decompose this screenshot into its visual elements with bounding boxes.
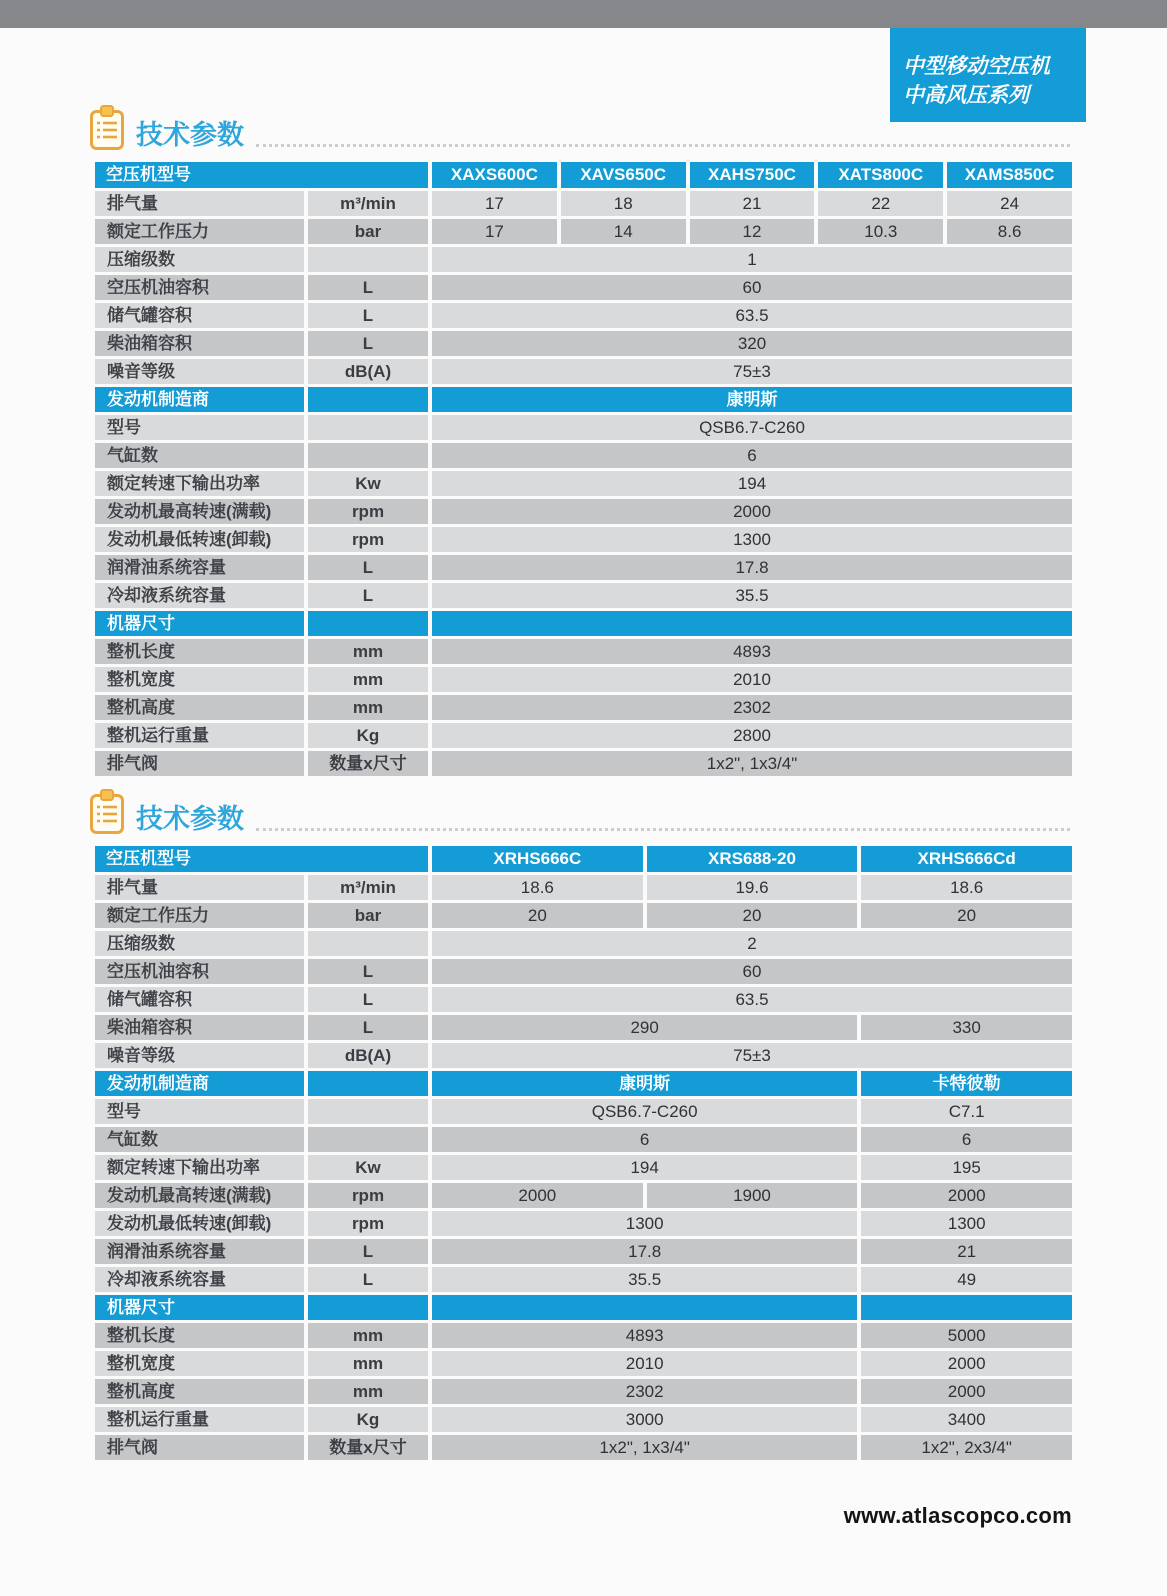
row-label: 排气阀 xyxy=(95,1435,304,1460)
spec-row xyxy=(95,751,1072,776)
row-unit: Kg xyxy=(308,723,428,748)
row-unit: bar xyxy=(308,903,428,928)
row-unit: L xyxy=(308,1267,428,1292)
section-title: 技术参数 xyxy=(136,804,244,834)
badge-line-2: 中高风压系列 xyxy=(903,84,1029,107)
spec-row xyxy=(95,695,1072,720)
row-value: 康明斯 xyxy=(432,387,1072,412)
row-label: 机器尺寸 xyxy=(95,1295,304,1320)
row-label: 空压机油容积 xyxy=(95,275,304,300)
row-value: 2302 xyxy=(432,1379,857,1404)
row-value: 20 xyxy=(861,903,1072,928)
row-label: 噪音等级 xyxy=(95,1043,304,1068)
row-value: 2 xyxy=(432,931,1072,956)
spec-section-2 xyxy=(88,786,1072,1463)
spec-row xyxy=(95,247,1072,272)
spec-row xyxy=(95,667,1072,692)
section-header-row xyxy=(95,1295,1072,1320)
spec-row xyxy=(95,959,1072,984)
spec-row xyxy=(95,1407,1072,1432)
row-unit: L xyxy=(308,331,428,356)
row-unit: rpm xyxy=(308,527,428,552)
row-value: 194 xyxy=(432,471,1072,496)
row-unit xyxy=(308,1295,428,1320)
row-label: 发动机制造商 xyxy=(95,387,304,412)
spec-row xyxy=(95,1183,1072,1208)
row-unit xyxy=(308,443,428,468)
row-unit: L xyxy=(308,1239,428,1264)
row-label: 额定工作压力 xyxy=(95,903,304,928)
row-label: 排气量 xyxy=(95,191,304,216)
row-label: 型号 xyxy=(95,1099,304,1124)
row-unit: mm xyxy=(308,1323,428,1348)
model-header-cell: XAXS600C xyxy=(432,162,557,188)
row-value: 195 xyxy=(861,1155,1072,1180)
row-value: 卡特彼勒 xyxy=(861,1071,1072,1096)
row-label: 压缩级数 xyxy=(95,247,304,272)
spec-row xyxy=(95,275,1072,300)
row-value: 20 xyxy=(647,903,858,928)
spec-row xyxy=(95,303,1072,328)
row-label: 额定转速下输出功率 xyxy=(95,471,304,496)
row-value: 14 xyxy=(561,219,686,244)
spec-row xyxy=(95,1435,1072,1460)
row-value: 24 xyxy=(947,191,1072,216)
dotted-divider xyxy=(256,144,1070,147)
row-value: 17.8 xyxy=(432,1239,857,1264)
row-unit: L xyxy=(308,275,428,300)
row-unit: bar xyxy=(308,219,428,244)
section-title-row xyxy=(88,786,1072,836)
row-label: 气缸数 xyxy=(95,1127,304,1152)
row-label: 气缸数 xyxy=(95,443,304,468)
section-header-row xyxy=(95,611,1072,636)
row-value: 20 xyxy=(432,903,643,928)
row-value: 18.6 xyxy=(432,875,643,900)
row-unit: 数量x尺寸 xyxy=(308,1435,428,1460)
row-value: 2000 xyxy=(432,1183,643,1208)
row-value: 330 xyxy=(861,1015,1072,1040)
row-unit: Kg xyxy=(308,1407,428,1432)
row-unit: m³/min xyxy=(308,191,428,216)
spec-row xyxy=(95,555,1072,580)
spec-row xyxy=(95,1267,1072,1292)
row-value: 21 xyxy=(690,191,815,216)
row-value: 194 xyxy=(432,1155,857,1180)
row-value: 35.5 xyxy=(432,583,1072,608)
row-value: QSB6.7-C260 xyxy=(432,1099,857,1124)
row-unit: mm xyxy=(308,639,428,664)
spec-row xyxy=(95,1211,1072,1236)
row-unit: L xyxy=(308,1015,428,1040)
spec-row xyxy=(95,931,1072,956)
spec-row xyxy=(95,723,1072,748)
badge-line-1: 中型移动空压机 xyxy=(903,55,1050,78)
row-value: 1x2", 2x3/4" xyxy=(861,1435,1072,1460)
row-unit: rpm xyxy=(308,1211,428,1236)
section-title: 技术参数 xyxy=(136,120,244,150)
row-unit: dB(A) xyxy=(308,359,428,384)
spec-row xyxy=(95,527,1072,552)
row-value: C7.1 xyxy=(861,1099,1072,1124)
row-label: 整机长度 xyxy=(95,639,304,664)
spec-row xyxy=(95,219,1072,244)
row-label: 压缩级数 xyxy=(95,931,304,956)
row-value: 21 xyxy=(861,1239,1072,1264)
row-value: 17 xyxy=(432,191,557,216)
row-value: 2000 xyxy=(432,499,1072,524)
model-header-cell: XRHS666Cd xyxy=(861,846,1072,872)
spec-row xyxy=(95,1127,1072,1152)
row-value: 5000 xyxy=(861,1323,1072,1348)
row-unit: dB(A) xyxy=(308,1043,428,1068)
row-label: 整机长度 xyxy=(95,1323,304,1348)
row-unit: 数量x尺寸 xyxy=(308,751,428,776)
row-value: 19.6 xyxy=(647,875,858,900)
row-unit xyxy=(308,1099,428,1124)
row-unit: Kw xyxy=(308,471,428,496)
row-label: 冷却液系统容量 xyxy=(95,583,304,608)
row-value xyxy=(432,611,1072,636)
row-value: 3000 xyxy=(432,1407,857,1432)
top-bar xyxy=(0,0,1167,28)
row-unit xyxy=(308,931,428,956)
spec-table-1 xyxy=(95,162,1072,776)
row-value: 康明斯 xyxy=(432,1071,857,1096)
row-unit xyxy=(308,611,428,636)
clipboard-icon xyxy=(88,104,126,152)
model-header-cell: XRHS666C xyxy=(432,846,643,872)
spec-row xyxy=(95,987,1072,1012)
row-label: 发动机最低转速(卸载) xyxy=(95,1211,304,1236)
row-value: 12 xyxy=(690,219,815,244)
spec-table-2 xyxy=(95,846,1072,1460)
row-value: 1x2", 1x3/4" xyxy=(432,751,1072,776)
row-label: 储气罐容积 xyxy=(95,987,304,1012)
row-unit xyxy=(308,247,428,272)
spec-row xyxy=(95,359,1072,384)
row-value: 1300 xyxy=(861,1211,1072,1236)
spec-row xyxy=(95,1155,1072,1180)
row-value: 2800 xyxy=(432,723,1072,748)
model-header-cell: XAVS650C xyxy=(561,162,686,188)
row-label: 柴油箱容积 xyxy=(95,1015,304,1040)
spec-row xyxy=(95,1043,1072,1068)
footer-url: www.atlascopco.com xyxy=(843,1503,1072,1528)
row-label: 额定转速下输出功率 xyxy=(95,1155,304,1180)
row-label: 发动机最高转速(满载) xyxy=(95,499,304,524)
row-label: 储气罐容积 xyxy=(95,303,304,328)
row-value: 1300 xyxy=(432,527,1072,552)
table-header-label: 空压机型号 xyxy=(95,162,428,188)
spec-row xyxy=(95,583,1072,608)
row-unit: L xyxy=(308,583,428,608)
row-value xyxy=(432,1295,857,1320)
row-unit xyxy=(308,415,428,440)
table-header-row xyxy=(95,162,1072,188)
model-header-cell: XATS800C xyxy=(818,162,943,188)
spec-row xyxy=(95,1323,1072,1348)
spec-row xyxy=(95,499,1072,524)
spec-row xyxy=(95,471,1072,496)
model-header-cell: XAHS750C xyxy=(690,162,815,188)
spec-row xyxy=(95,1239,1072,1264)
row-value: 8.6 xyxy=(947,219,1072,244)
row-label: 排气量 xyxy=(95,875,304,900)
row-label: 噪音等级 xyxy=(95,359,304,384)
row-value: 2000 xyxy=(861,1351,1072,1376)
row-value: 60 xyxy=(432,959,1072,984)
spec-row xyxy=(95,639,1072,664)
row-unit xyxy=(308,1071,428,1096)
row-value: 4893 xyxy=(432,639,1072,664)
row-label: 发动机最低转速(卸载) xyxy=(95,527,304,552)
spec-row xyxy=(95,903,1072,928)
spec-row xyxy=(95,1379,1072,1404)
row-unit: mm xyxy=(308,667,428,692)
row-unit xyxy=(308,387,428,412)
table-header-label: 空压机型号 xyxy=(95,846,428,872)
row-label: 润滑油系统容量 xyxy=(95,1239,304,1264)
row-value: 2000 xyxy=(861,1183,1072,1208)
spec-row xyxy=(95,1099,1072,1124)
row-value xyxy=(861,1295,1072,1320)
spec-row xyxy=(95,443,1072,468)
row-label: 整机宽度 xyxy=(95,1351,304,1376)
model-header-cell: XAMS850C xyxy=(947,162,1072,188)
row-label: 发动机制造商 xyxy=(95,1071,304,1096)
row-label: 冷却液系统容量 xyxy=(95,1267,304,1292)
row-value: 2010 xyxy=(432,1351,857,1376)
row-value: 2302 xyxy=(432,695,1072,720)
row-unit: L xyxy=(308,303,428,328)
row-value: 17.8 xyxy=(432,555,1072,580)
table-header-row xyxy=(95,846,1072,872)
row-unit: rpm xyxy=(308,1183,428,1208)
row-label: 整机运行重量 xyxy=(95,723,304,748)
row-value: 320 xyxy=(432,331,1072,356)
row-value: 18 xyxy=(561,191,686,216)
row-label: 额定工作压力 xyxy=(95,219,304,244)
row-value: 6 xyxy=(861,1127,1072,1152)
row-value: 18.6 xyxy=(861,875,1072,900)
row-label: 整机高度 xyxy=(95,1379,304,1404)
row-label: 整机高度 xyxy=(95,695,304,720)
row-label: 整机宽度 xyxy=(95,667,304,692)
spec-row xyxy=(95,415,1072,440)
row-unit: mm xyxy=(308,1351,428,1376)
row-label: 柴油箱容积 xyxy=(95,331,304,356)
row-label: 型号 xyxy=(95,415,304,440)
row-value: 63.5 xyxy=(432,303,1072,328)
row-value: 63.5 xyxy=(432,987,1072,1012)
row-value: 1 xyxy=(432,247,1072,272)
model-header-cell: XRS688-20 xyxy=(647,846,858,872)
row-value: 2010 xyxy=(432,667,1072,692)
row-unit: rpm xyxy=(308,499,428,524)
row-label: 润滑油系统容量 xyxy=(95,555,304,580)
row-label: 发动机最高转速(满载) xyxy=(95,1183,304,1208)
row-value: 75±3 xyxy=(432,1043,1072,1068)
row-value: 1x2", 1x3/4" xyxy=(432,1435,857,1460)
row-value: 3400 xyxy=(861,1407,1072,1432)
row-unit: mm xyxy=(308,1379,428,1404)
row-value: 4893 xyxy=(432,1323,857,1348)
row-label: 机器尺寸 xyxy=(95,611,304,636)
spec-row xyxy=(95,1351,1072,1376)
row-value: 2000 xyxy=(861,1379,1072,1404)
section-header-row xyxy=(95,387,1072,412)
row-value: 6 xyxy=(432,443,1072,468)
row-value: 60 xyxy=(432,275,1072,300)
row-value: 17 xyxy=(432,219,557,244)
spec-row xyxy=(95,875,1072,900)
row-value: 49 xyxy=(861,1267,1072,1292)
row-unit xyxy=(308,1127,428,1152)
row-value: QSB6.7-C260 xyxy=(432,415,1072,440)
row-unit: L xyxy=(308,555,428,580)
spec-row xyxy=(95,1015,1072,1040)
row-unit: L xyxy=(308,987,428,1012)
spec-section-1 xyxy=(88,102,1072,779)
row-value: 1300 xyxy=(432,1211,857,1236)
dotted-divider xyxy=(256,828,1070,831)
row-unit: m³/min xyxy=(308,875,428,900)
row-value: 1900 xyxy=(647,1183,858,1208)
row-value: 22 xyxy=(818,191,943,216)
row-value: 6 xyxy=(432,1127,857,1152)
row-value: 75±3 xyxy=(432,359,1072,384)
row-value: 35.5 xyxy=(432,1267,857,1292)
row-unit: Kw xyxy=(308,1155,428,1180)
section-header-row xyxy=(95,1071,1072,1096)
row-label: 整机运行重量 xyxy=(95,1407,304,1432)
spec-row xyxy=(95,331,1072,356)
section-title-row xyxy=(88,102,1072,152)
spec-row xyxy=(95,191,1072,216)
row-label: 排气阀 xyxy=(95,751,304,776)
row-value: 10.3 xyxy=(818,219,943,244)
row-unit: mm xyxy=(308,695,428,720)
row-unit: L xyxy=(308,959,428,984)
clipboard-icon xyxy=(88,788,126,836)
row-label: 空压机油容积 xyxy=(95,959,304,984)
row-value: 290 xyxy=(432,1015,857,1040)
